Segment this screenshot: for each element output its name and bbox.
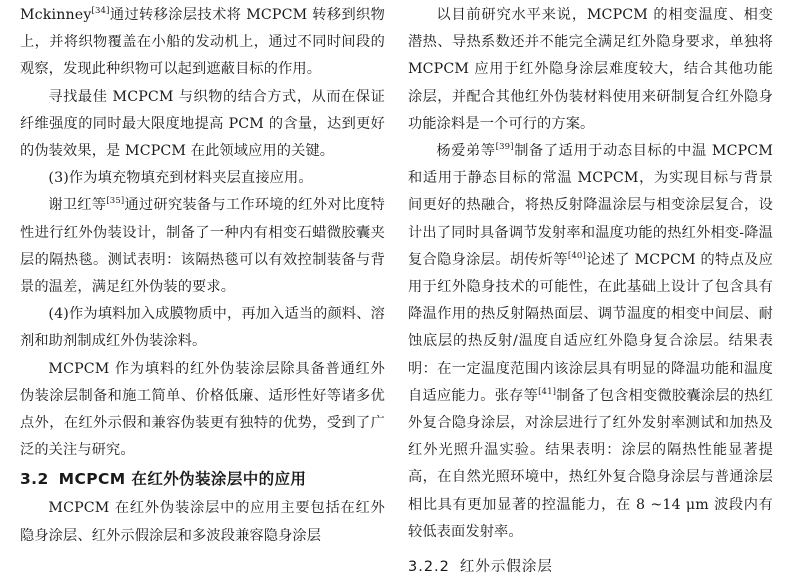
- citation-ref: [39]: [495, 142, 514, 153]
- section-number: 3.2: [20, 470, 49, 489]
- paragraph: Mckinney[34]通过转移涂层技术将 MCPCM 转移到织物上，并将织物覆盖在小船的发动机上，通过不同时间段的观察，发现此种织物可以起到遮蔽目标的作用。: [20, 6, 385, 78]
- subsection-number: 3.2.2: [408, 559, 450, 576]
- citation-ref: [40]: [567, 250, 586, 261]
- citation-ref: [41]: [538, 386, 557, 397]
- paragraph: MCPCM 作为填料的红外伪装涂层除具备普通红外伪装涂层制备和施工简单、价格低廉、适形性好等诸多优点外，在红外示假和兼容伪装更有独特的优势，受到了广泛的关注与研究。: [20, 360, 385, 459]
- citation-ref: [34]: [91, 6, 110, 16]
- paragraph: 寻找最佳 MCPCM 与织物的结合方式，从而在保证纤维强度的同时最大限度地提高 PCM 的含量，达到更好的伪装效果，是 MCPCM 在此领域应用的关键。: [20, 88, 385, 160]
- paragraph: 杨爱弟等[39]制备了适用于动态目标的中温 MCPCM 和适用于静态目标的常温 MCPCM，为实现目标与背景间更好的热融合，将热反射降温涂层与相变涂层复合，设计出了同时具备调节发射率和温度功能的热红外相变-降温复合隐身涂层。胡传炘等[40]论述了 MCPCM 的特点及应用于红外隐身技术的可能性，在此基础上设计了包含具有降温作用的热反射隔热面层、调节温度的相变中间层、耐蚀底层的热反射/温度自适应红外隐身复合涂层。结果表明：在一定温度范围内该涂层具有明显的降温功能和温度自适应能力。张存等[41]制备了包含相变微胶囊涂层的热红外复合隐身涂层，对涂层进行了红外发射率测试和加热及红外光照升温实验。结果表明：涂层的隔热性能显著提高，在自然光照环境中，热红外复合隐身涂层与普通涂层相比具有更加显著的控温能力，在 8 ~14 μm 波段内有较低表面发射率。: [408, 142, 773, 540]
- paragraph: (4)作为填料加入成膜物质中，再加入适当的颜料、溶剂和助剂制成红外伪装涂料。: [20, 306, 385, 350]
- section-title: MCPCM 在红外伪装涂层中的应用: [58, 470, 307, 489]
- section-heading: [20, 464, 385, 495]
- subsection-heading: [408, 552, 773, 582]
- left-column: [20, 2, 385, 550]
- paragraph: (3)作为填充物填充到材料夹层直接应用。: [48, 170, 313, 187]
- citation-ref: [35]: [106, 196, 125, 207]
- paragraph: MCPCM 在红外伪装涂层中的应用主要包括在红外隐身涂层、红外示假涂层和多波段兼容隐身涂层: [20, 500, 385, 544]
- right-column: [408, 2, 773, 582]
- paragraph: 谢卫红等[35]通过研究装备与工作环境的红外对比度特性进行红外伪装设计，制备了一种内有相变石蜡微胶囊夹层的隔热毯。测试表明：该隔热毯可以有效控制装备与背景的温差，满足红外伪装的要求。: [20, 196, 385, 296]
- paragraph: 以目前研究水平来说，MCPCM 的相变温度、相变潜热、导热系数还并不能完全满足红外隐身要求，单独将 MCPCM 应用于红外隐身涂层难度较大，结合其他功能涂层，并配合其他红外伪装材料使用来研制复合红外隐身功能涂料是一个可行的方案。: [408, 7, 773, 132]
- subsection-title: 红外示假涂层: [459, 559, 553, 576]
